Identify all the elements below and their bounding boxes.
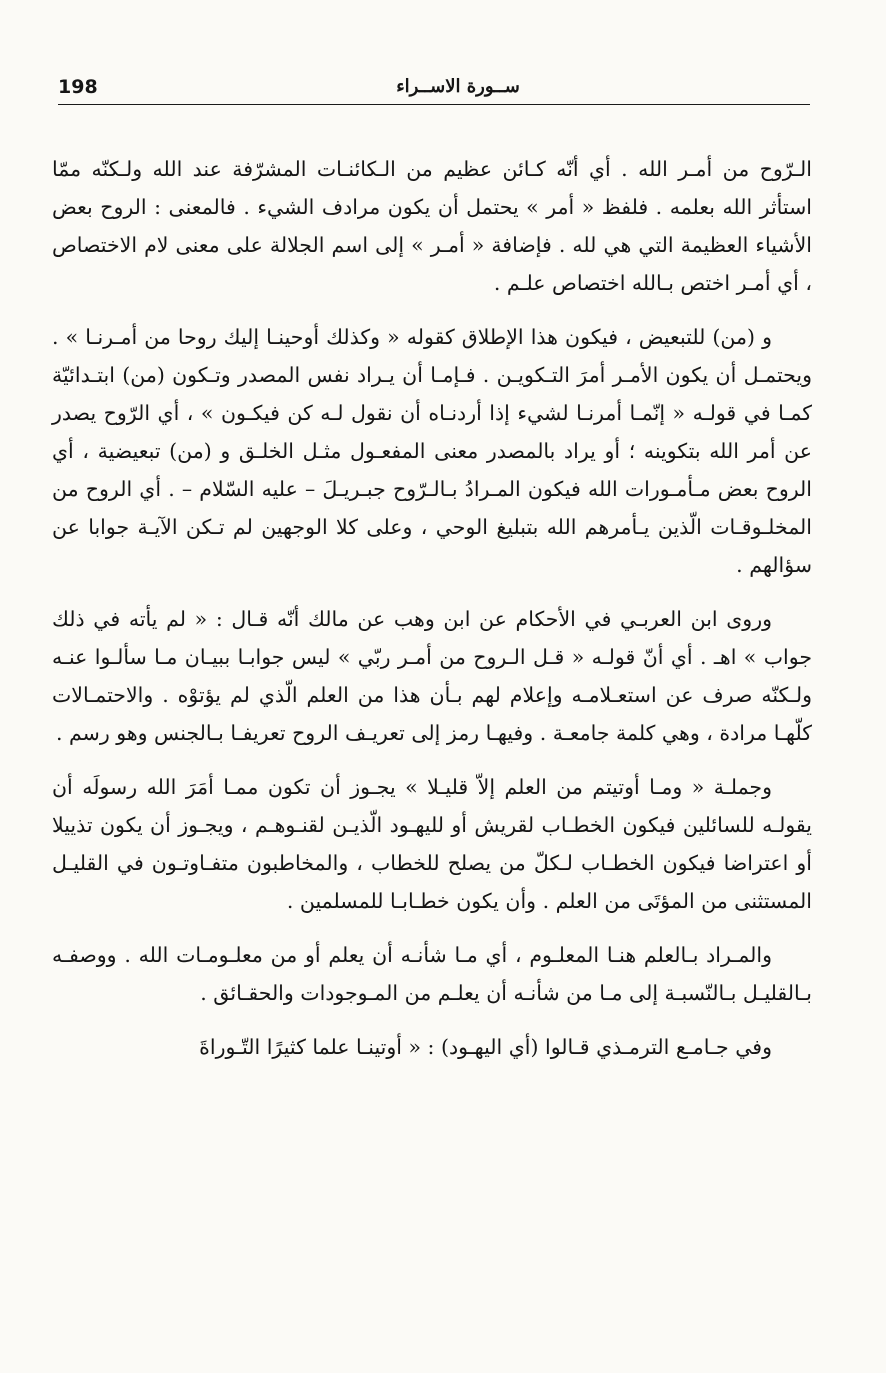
running-title: ســورة الاســراء xyxy=(396,76,520,97)
paragraph: وفي جـامـع الترمـذي قـالوا (أي اليهـود) : « أوتينـا علما كثيرًا التّـوراةَ xyxy=(199,1035,772,1059)
body-text xyxy=(52,150,812,1066)
paragraph: وجملـة « ومـا أوتيتم من العلم إلاّ قليـلا » يجـوز أن تكون ممـا أمَرَ الله رسولَه أن يقولـه للسائلين فيكون الخطـاب لقريش أو لليهـود الّذيـن لقنـوهـم ، ويجـوز أن يكون تذييلا أو اعتراضا فيكون الخطـاب لـكلّ من يصلح للخطاب ، والمخاطبون متفـاوتـون في القليـل المستثنى من المؤتَى من العلم . وأن يكون خطـابـا للمسلمين . xyxy=(52,775,812,913)
paragraph: وروى ابن العربـي في الأحكام عن ابن وهب عن مالك أنّه قـال : « لم يأته في ذلك جواب » اهـ . أي أنّ قولـه « قـل الـروح من أمـر ربّي » ليس جوابـا ببيـان مـا سألـوا عنـه ولـكنّه صرف عن استعـلامـه وإعلام لهم بـأن هذا من العلم الّذي لم يؤتوْه . والاحتمـالات كلّهـا مرادة ، وهي كلمة جامعـة . وفيهـا رمز إلى تعريـف الروح تعريفـا بـالجنس وهو رسم . xyxy=(52,607,812,745)
page-header xyxy=(58,68,810,105)
paragraph: والمـراد بـالعلم هنـا المعلـوم ، أي مـا شأنـه أن يعلم أو من معلـومـات الله . ووصفـه بـالقليـل بـالنّسبـة إلى مـا من شأنـه أن يعلـم من المـوجودات والحقـائق . xyxy=(52,943,812,1005)
paragraph: و (من) للتبعيض ، فيكون هذا الإطلاق كقوله « وكذلك أوحينـا إليك روحا من أمـرنـا » . ويحتمـل أن يكون الأمـر أمرَ التـكويـن . فـإمـا أن يـراد نفس المصدر وتـكون (من) ابتـدائيّة كمـا في قولـه « إنّمـا أمرنـا لشيء إذا أردنـاه أن نقول لـه كن فيكـون » ، أي الرّوح يصدر عن أمر الله بتكوينه ؛ أو يراد بالمصدر معنى المفعـول مثـل الخلـق و (من) تبعيضية ، أي الروح بعض مـأمـورات الله فيكون المـرادُ بـالـرّوح جبـريـلَ – عليه السّلام – . أي الروح من المخلـوقـات الّذين يـأمرهم الله بتبليغ الوحي ، وعلى كلا الوجهين لم تـكن الآيـة جوابا عن سؤالهم . xyxy=(52,325,812,577)
page-number: 198 xyxy=(58,76,98,98)
paragraph: الـرّوح من أمـر الله . أي أنّه كـائن عظيم من الـكائنـات المشرّفة عند الله ولـكنّه ممّا استأثر الله بعلمه . فلفظ « أمر » يحتمل أن يكون مرادف الشيء . فالمعنى : الروح بعض الأشياء العظيمة التي هي لله . فإضافة « أمـر » إلى اسم الجلالة على معنى لام الاختصاص ، أي أمـر اختص بـالله اختصاص علـم . xyxy=(52,157,812,295)
